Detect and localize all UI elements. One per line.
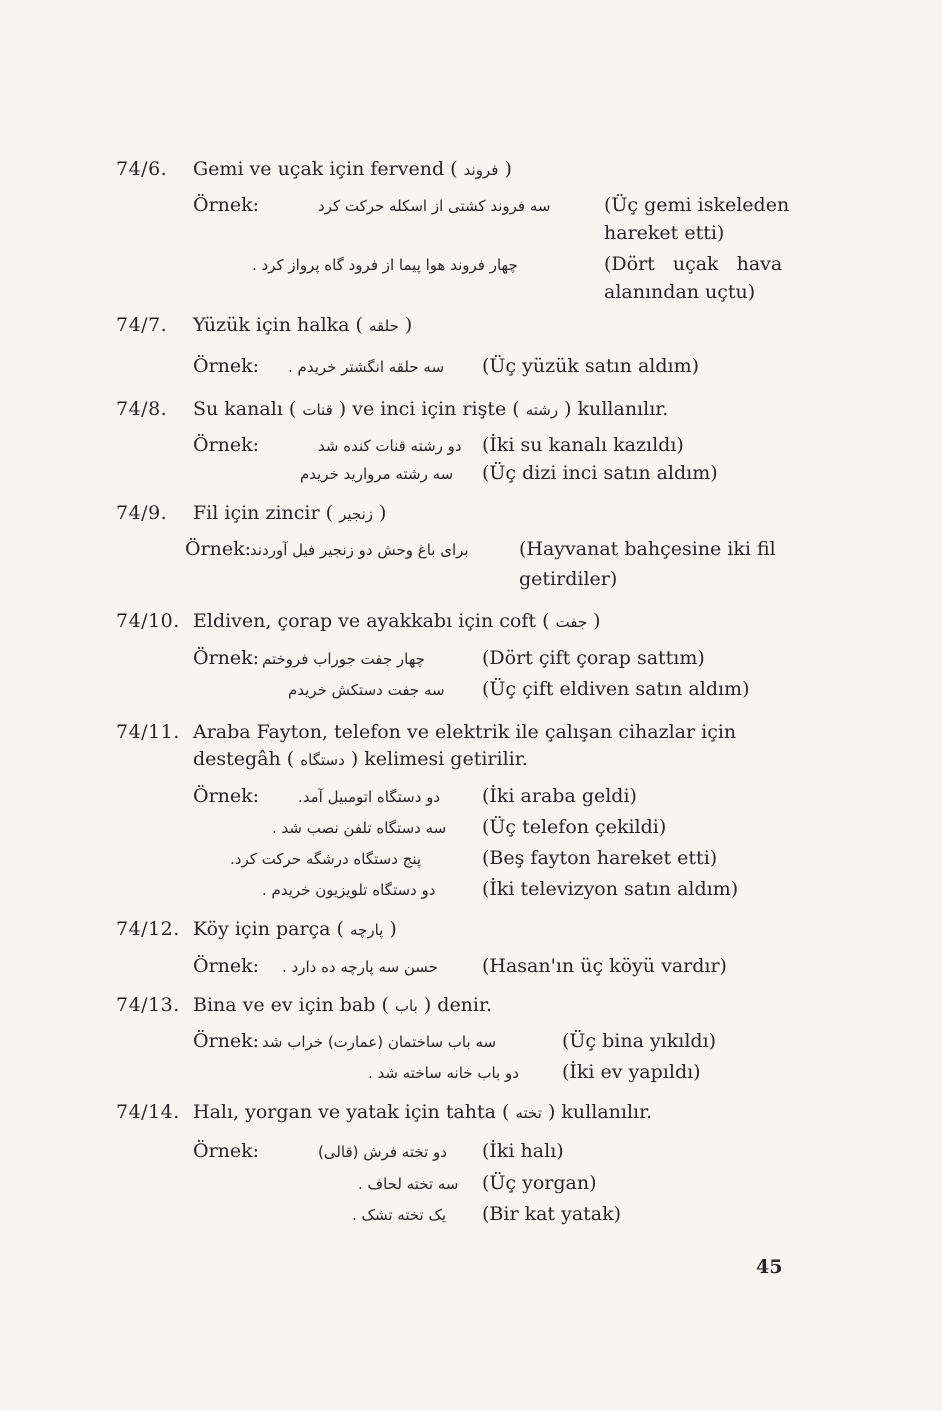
example-translation: (Üç bina yıkıldı) [562,1030,717,1052]
page-number: 45 [756,1256,783,1278]
entry-number: 74/13. [116,994,180,1016]
heading-text-mid: ) ve inci için rişte ( [338,398,520,420]
example-persian: سه رشته مروارید خریدم [300,465,454,483]
example-persian: دو دستگاه اتومبیل آمد. [298,788,441,806]
example-persian: چهار جفت جوراب فروختم [262,650,425,668]
heading-text-end: ) kullanılır. [564,398,669,420]
example-persian: دو دستگاه تلویزیون خریدم . [262,881,436,899]
entry-number: 74/11. [116,721,180,743]
example-line [262,878,435,900]
example-persian: دو رشته قنات کنده شد [318,437,462,455]
heading-text-end: ) [379,502,387,524]
heading-text-end: ) [593,610,601,632]
example-label: Örnek: [185,538,252,560]
example-line [368,1061,519,1083]
entry-number: 74/8. [116,398,168,420]
example-translation: (İki araba geldi) [482,785,637,807]
entry-heading: Araba Fayton, telefon ve elektrik ile çalışan cihazlar için [193,721,737,743]
example-persian: سه دستگاه تلفن نصب شد . [272,819,447,837]
entry-number: 74/12. [116,918,180,940]
heading-text: Eldiven, çorap ve ayakkabı için coft ( [193,610,550,632]
persian-word: باب [394,997,418,1015]
example-persian: چهار فروند هوا پیما از فرود گاه پرواز کرد . [252,256,518,274]
example-translation: (Bir kat yatak) [482,1203,622,1225]
example-persian: حسن سه پارچه ده دارد . [282,958,438,976]
heading-text-end: ) denir. [423,994,493,1016]
example-persian: دو تخته فرش (قالی) [318,1143,447,1161]
heading-text: Halı, yorgan ve yatak için tahta ( [193,1101,510,1123]
persian-word: جفت [555,613,588,631]
example-persian: سه فروند کشتی از اسکله حرکت کرد [318,197,551,215]
persian-word: دستگاه [300,751,345,769]
heading-text: Bina ve ev için bab ( [193,994,389,1016]
heading-text-end: ) kullanılır. [547,1101,653,1123]
example-translation-cont: hareket etti) [604,222,725,244]
example-label: Örnek: [193,1140,260,1162]
example-line [298,785,440,807]
example-translation: (Üç çift eldiven satın aldım) [482,678,750,700]
example-persian: سه تخته لحاف . [358,1175,459,1193]
entry-heading [193,994,492,1016]
example-label: Örnek: [193,955,260,977]
example-translation: (Dört uçak hava [604,253,783,275]
example-line [262,647,425,669]
example-persian: دو باب خانه ساخته شد . [368,1064,519,1082]
example-translation: (Üç yorgan) [482,1172,597,1194]
example-persian: سه جفت دستکش خریدم [288,681,445,699]
heading-text: Köy için parça ( [193,918,344,940]
example-line [318,194,550,216]
example-translation: (Beş fayton hareket etti) [482,847,718,869]
entry-heading [193,610,601,632]
example-label: Örnek: [193,785,260,807]
example-line [262,1030,496,1052]
entry-number: 74/14. [116,1101,180,1123]
example-line [358,1172,458,1194]
persian-word: رشته [525,401,559,419]
entry-heading [193,314,412,336]
entry-number: 74/6. [116,158,168,180]
example-translation: (İki televizyon satın aldım) [482,878,739,900]
entry-heading [193,918,397,940]
example-translation: (Üç dizi inci satın aldım) [482,462,718,484]
entry-heading [193,158,512,180]
example-translation: (Dört çift çorap sattım) [482,647,705,669]
entry-number: 74/10. [116,610,180,632]
example-line [318,434,462,456]
example-translation: (Üç yüzük satın aldım) [482,355,700,377]
example-translation-cont: getirdiler) [519,568,618,590]
example-label: Örnek: [193,434,260,456]
entry-heading [193,502,386,524]
heading-text-end: ) [504,158,512,180]
example-label: Örnek: [193,355,260,377]
entry-heading [193,1101,652,1123]
example-line [300,462,453,484]
example-persian: سه حلقه انگشتر خریدم . [288,358,445,376]
example-line [288,678,445,700]
example-label: Örnek: [193,647,260,669]
entry-number: 74/9. [116,502,168,524]
example-persian: یک تخته تشک . [352,1206,447,1224]
example-label: Örnek: [193,1030,260,1052]
example-persian: پنج دستگاه درشگه حرکت کرد. [230,850,422,868]
heading-text-end: ) [389,918,397,940]
example-translation: (İki halı) [482,1140,564,1162]
example-translation: (Hasan'ın üç köyü vardır) [482,955,727,977]
example-persian: برای باغ وحش دو زنجیر فیل آوردند [250,541,469,559]
persian-word: حلقه [368,317,399,335]
heading-text: destegâh ( [193,748,295,770]
heading-text: Fil için zincir ( [193,502,334,524]
example-line [272,816,446,838]
persian-word: فروند [463,161,499,179]
persian-word: قنات [302,401,333,419]
example-line [252,253,518,275]
example-translation: (Üç telefon çekildi) [482,816,667,838]
example-persian: سه باب ساختمان (عمارت) خراب شد [262,1033,497,1051]
example-line [288,355,444,377]
entry-heading-cont [193,748,528,770]
example-line [282,955,438,977]
heading-text: Gemi ve uçak için fervend ( [193,158,458,180]
example-line [352,1203,446,1225]
example-line [250,538,469,560]
example-translation: (Hayvanat bahçesine iki fil [519,538,776,560]
example-line [318,1140,447,1162]
example-line [230,847,421,869]
example-translation: (İki ev yapıldı) [562,1061,701,1083]
entry-number: 74/7. [116,314,168,336]
example-translation: (İki su kanalı kazıldı) [482,434,684,456]
persian-word: پارچه [350,921,384,939]
persian-word: زنجیر [339,505,373,523]
example-translation: (Üç gemi iskeleden [604,194,790,216]
heading-text-end: ) [404,314,413,336]
example-translation-cont: alanından uçtu) [604,281,756,303]
example-label: Örnek: [193,194,260,216]
entry-heading [193,398,668,420]
heading-text: Su kanalı ( [193,398,297,420]
heading-text: Yüzük için halka ( [193,314,363,336]
persian-word: تخته [515,1104,542,1122]
heading-text-end: ) kelimesi getirilir. [350,748,528,770]
